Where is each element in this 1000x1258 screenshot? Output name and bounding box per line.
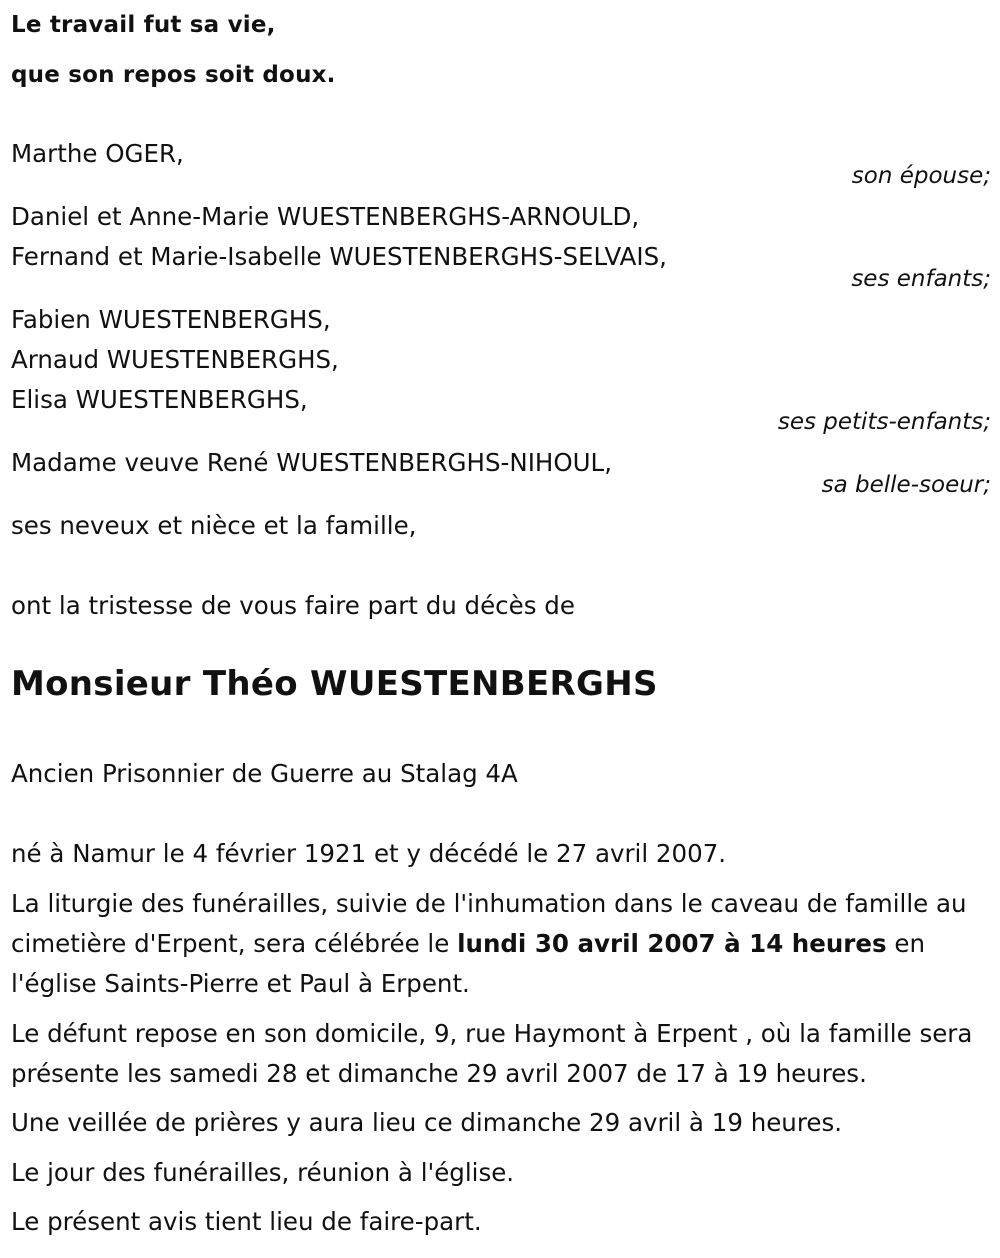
deceased-title: Ancien Prisonnier de Guerre au Stalag 4A — [11, 759, 518, 788]
child-name-1: Daniel et Anne-Marie WUESTENBERGHS-ARNOULD, — [11, 202, 640, 231]
sister-in-law-name: Madame veuve René WUESTENBERGHS-NIHOUL, — [11, 448, 612, 477]
announcement-text: ont la tristesse de vous faire part du décès de — [11, 591, 575, 620]
vigil-line: Une veillée de prières y aura lieu ce dimanche 29 avril à 19 heures. — [11, 1108, 842, 1137]
grandchild-name-3: Elisa WUESTENBERGHS, — [11, 385, 308, 414]
child-name-2: Fernand et Marie-Isabelle WUESTENBERGHS-SELVAIS, — [11, 242, 667, 271]
birth-death-line: né à Namur le 4 février 1921 et y décédé le 27 avril 2007. — [11, 839, 727, 868]
funeral-text-start: La liturgie des funérailles, suivie de l'inhumation dans le caveau de famille au cimetière d'Erpent, sera célébrée le — [11, 889, 967, 958]
sister-in-law-role: sa belle-soeur; — [821, 472, 991, 498]
funeral-text-end: en l'église Saints-Pierre et Paul à Erpent. — [11, 929, 925, 998]
grandchildren-role: ses petits-enfants; — [777, 409, 991, 435]
grandchild-name-1: Fabien WUESTENBERGHS, — [11, 305, 331, 334]
funeral-paragraph — [11, 884, 996, 1004]
spouse-name: Marthe OGER, — [11, 139, 184, 168]
spouse-role: son épouse; — [851, 163, 991, 189]
epigraph-line-1: Le travail fut sa vie, — [11, 12, 276, 38]
epigraph-line-2: que son repos soit doux. — [11, 62, 336, 88]
extended-family: ses neveux et nièce et la famille, — [11, 511, 417, 540]
children-role: ses enfants; — [851, 266, 991, 292]
grandchild-name-2: Arnaud WUESTENBERGHS, — [11, 345, 339, 374]
notice-line: Le présent avis tient lieu de faire-part. — [11, 1207, 482, 1236]
meeting-line: Le jour des funérailles, réunion à l'église. — [11, 1158, 515, 1187]
deceased-name: Monsieur Théo WUESTENBERGHS — [11, 664, 658, 704]
repose-paragraph: Le défunt repose en son domicile, 9, rue Haymont à Erpent , où la famille sera présente les samedi 28 et dimanche 29 avril 2007 de 17 à 19 heures. — [11, 1019, 973, 1088]
funeral-date: lundi 30 avril 2007 à 14 heures — [457, 929, 887, 958]
